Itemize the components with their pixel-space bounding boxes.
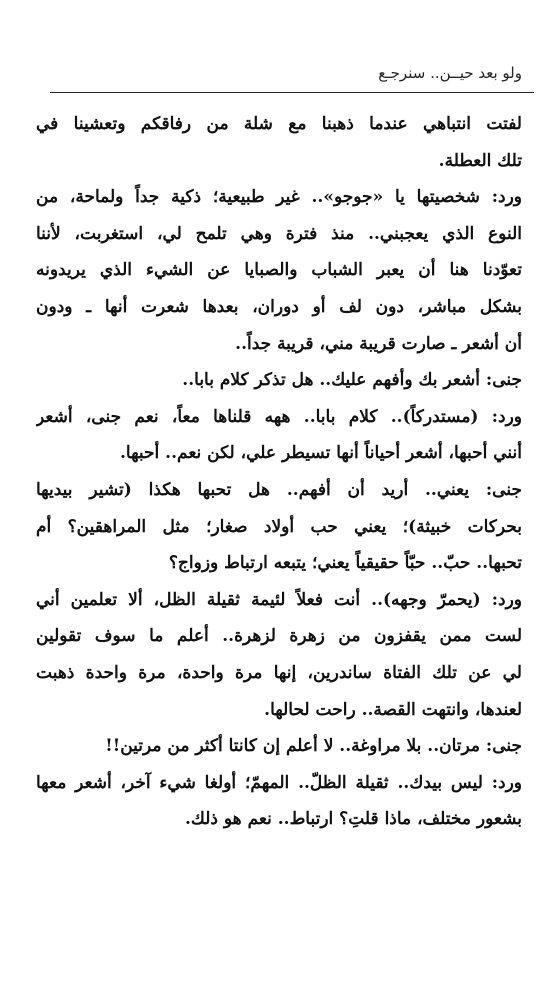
header-divider (50, 92, 534, 93)
text-line: تلك العطلة. (438, 150, 522, 171)
paragraph (36, 399, 522, 472)
text-line: ورد: شخصيتها يا «جوجو».. غير طبيعية؛ ذكية جداً ولماحة، من (36, 187, 522, 208)
paragraph (36, 362, 522, 399)
text-line: أنني أحبها، أشعر أحياناً أنها تسيطر علي، لكن نعم.. أحبها. (119, 443, 522, 464)
text-line: بحركات خبيثة)؛ يعني حب أولاد صغار؛ مثل المراهقين؟ أم (36, 516, 522, 537)
text-line: ورد: (مستدركاً).. كلام بابا.. ههه قلناها معاً، نعم جنى، أشعر (36, 406, 522, 427)
paragraph (36, 106, 522, 179)
text-line: جنى: يعني.. أريد أن أفهم.. هل تحبها هكذا (تشير بيديها (36, 479, 522, 500)
text-line: ورد: ليس بيدك.. ثقيلة الظلّ.. المهمّ؛ أولغا شيء آخر، أشعر معها (36, 772, 522, 793)
text-line: تعوّدنا هنا أن يعبر الشباب والصبايا عن الشيء الذي يريدونه (36, 260, 522, 281)
paragraph (36, 179, 522, 362)
text-line: أن أشعر ـ صارت قريبة مني، قريبة جداً.. (235, 333, 522, 354)
text-line: بشكل مباشر، دون لف أو دوران، بعدها شعرت أنها ـ ودون (36, 296, 522, 317)
paragraph (36, 472, 522, 582)
text-line: تحبها.. حبّ.. حبّاً حقيقياً يعني؛ يتبعه ارتباط وزواج؟ (168, 553, 522, 574)
text-line: النوع الذي يعجبني.. منذ فترة وهي تلمح لي، استغربت، لأننا (36, 223, 522, 244)
running-header: ولو بعد حيــن.. سنرجـع (378, 64, 522, 82)
text-line: جنى: مرتان.. بلا مراوغة.. لا أعلم إن كانتا أكثر من مرتين!! (105, 736, 522, 757)
text-line: لست ممن يقفزون من زهرة لزهرة.. أعلم ما سوف تقولين (36, 626, 522, 647)
text-line: لفتت انتباهي عندما ذهبنا مع شلة من رفاقكم وتعشينا في (36, 114, 522, 134)
paragraph (36, 582, 522, 728)
text-line: لعندها، وانتهت القصة.. راحت لحالها. (264, 699, 522, 720)
text-line: بشعور مختلف، ماذا قلتِ؟ ارتباط.. نعم هو ذلك. (184, 809, 522, 830)
text-line: لي عن تلك الفتاة ساندرين، إنها مرة واحدة، مرة واحدة ذهبت (36, 662, 522, 683)
paragraph (36, 765, 522, 838)
text-line: جنى: أشعر بك وأفهم عليك.. هل تذكر كلام بابا.. (182, 370, 522, 391)
text-line: ورد: (يحمرّ وجهه).. أنت فعلاً لئيمة ثقيلة الظل، ألا تعلمين أني (36, 589, 522, 610)
paragraph (36, 728, 522, 765)
page-body (36, 106, 522, 838)
